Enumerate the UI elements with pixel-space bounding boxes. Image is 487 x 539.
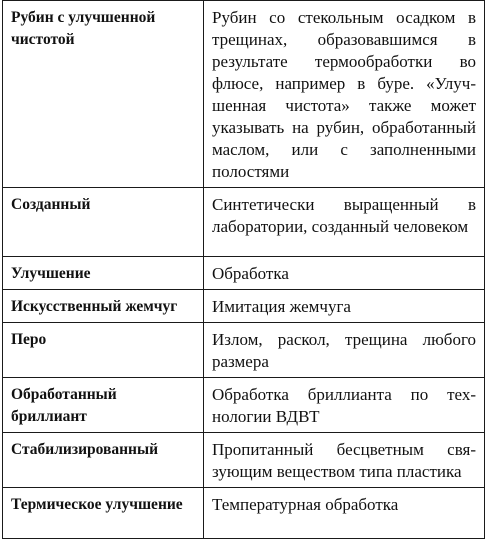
glossary-row <box>3 378 485 433</box>
definition-cell: Пропитанный бесцветным связующим веществом типа пластика <box>204 433 485 488</box>
definition-cell: Обработка <box>204 257 485 290</box>
term-cell: Термическое улучшение <box>3 488 204 539</box>
term-cell: Созданный <box>3 188 204 257</box>
term-cell: Искусственный жемчуг <box>3 290 204 323</box>
glossary-row <box>3 257 485 290</box>
glossary-table <box>2 0 485 539</box>
glossary-row <box>3 1 485 188</box>
glossary-row <box>3 433 485 488</box>
term-cell: Стабилизированный <box>3 433 204 488</box>
term-cell: Перо <box>3 323 204 378</box>
term-cell: Улучшение <box>3 257 204 290</box>
definition-cell: Имитация жемчуга <box>204 290 485 323</box>
definition-cell: Обработка бриллианта по технологии ВДВТ <box>204 378 485 433</box>
definition-cell: Синтетически выращенный в лаборатории, созданный человеком <box>204 188 485 257</box>
definition-cell: Излом, раскол, трещина любого размера <box>204 323 485 378</box>
term-cell: Обработанный бриллиант <box>3 378 204 433</box>
glossary-row <box>3 188 485 257</box>
term-cell: Рубин с улучшенной чистотой <box>3 1 204 188</box>
definition-cell: Температурная обработка <box>204 488 485 539</box>
glossary-row <box>3 290 485 323</box>
definition-cell: Рубин со стекольным осадком в трещинах, образовавшимся в результате термообработки во флюсе, например в буре. «Улучшенная чистота» также может указывать на рубин, обработанный маслом, или с заполненными полостями <box>204 1 485 188</box>
glossary-row <box>3 323 485 378</box>
